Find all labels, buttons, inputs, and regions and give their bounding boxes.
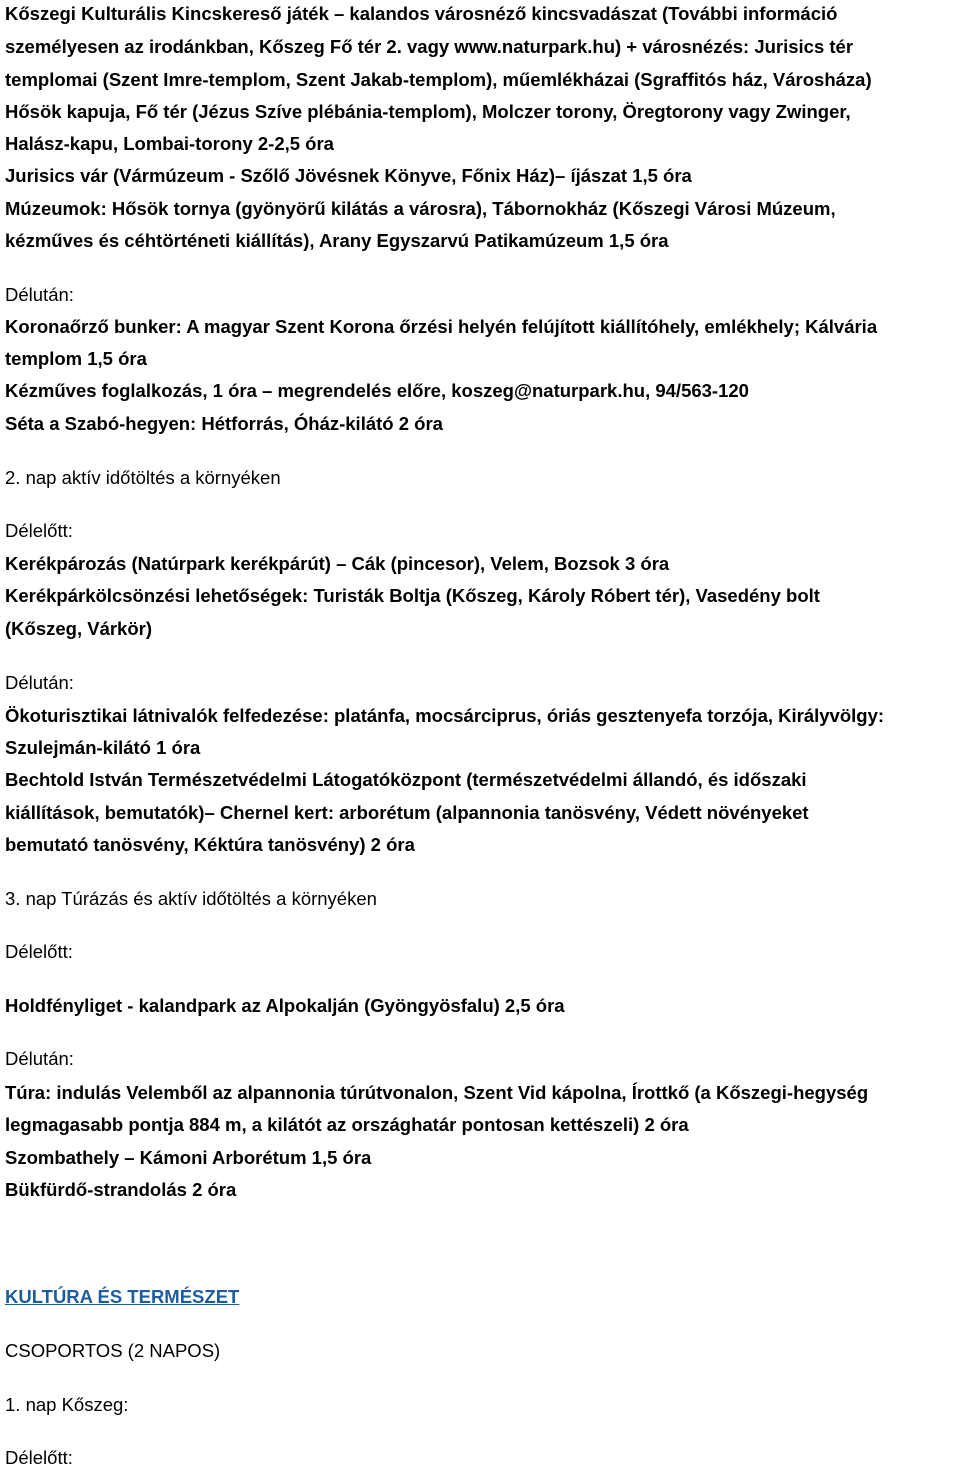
text-line: bemutató tanösvény, Kéktúra tanösvény) 2 óra xyxy=(5,834,415,855)
section-label-afternoon: Délután: xyxy=(5,284,74,305)
section-label-afternoon: Délután: xyxy=(5,672,74,693)
text-line: Ökoturisztikai látnivalók felfedezése: platánfa, mocsárciprus, óriás gesztenyefa torzója, Királyvölgy: xyxy=(5,705,885,726)
text-line: Múzeumok: Hősök tornya (gyönyörű kilátás a városra), Tábornokház (Kőszegi Városi Múzeum, xyxy=(5,198,836,219)
text-line: Kerékpárkölcsönzési lehetőségek: Turisták Boltja (Kőszeg, Károly Róbert tér), Vasedény bolt xyxy=(5,585,820,606)
text-line: Kézműves foglalkozás, 1 óra – megrendelés előre, koszeg@naturpark.hu, 94/563-120 xyxy=(5,380,749,401)
text-line: Hősök kapuja, Fő tér (Jézus Szíve plébánia-templom), Molczer torony, Öregtorony vagy Zwinger, xyxy=(5,101,851,122)
text-line: templomai (Szent Imre-templom, Szent Jakab-templom), műemlékházai (Sgraffitós ház, Városháza) xyxy=(5,69,872,90)
day-heading: 2. nap aktív időtöltés a környéken xyxy=(5,467,281,488)
section-label-afternoon: Délután: xyxy=(5,1048,74,1069)
text-line: Holdfényliget - kalandpark az Alpokalján (Gyöngyösfalu) 2,5 óra xyxy=(5,995,565,1016)
text-line: kiállítások, bemutatók)– Chernel kert: arborétum (alpannonia tanösvény, Védett növényeket xyxy=(5,802,809,823)
text-line: Bükfürdő-strandolás 2 óra xyxy=(5,1179,237,1200)
text-line: Jurisics vár (Vármúzeum - Szőlő Jövésnek Könyve, Főnix Ház)– íjászat 1,5 óra xyxy=(5,165,692,186)
text-line: Szulejmán-kilátó 1 óra xyxy=(5,737,201,758)
text-line: Koronaőrző bunker: A magyar Szent Korona őrzési helyén felújított kiállítóhely, emlékhely; Kálvária xyxy=(5,316,878,337)
text-line: Kőszegi Kulturális Kincskereső játék – kalandos városnéző kincsvadászat (További információ xyxy=(5,3,838,24)
day-heading: 3. nap Túrázás és aktív időtöltés a környéken xyxy=(5,888,377,909)
text-line: Bechtold István Természetvédelmi Látogatóközpont (természetvédelmi állandó, és időszaki xyxy=(5,769,807,790)
text-line: templom 1,5 óra xyxy=(5,348,147,369)
text-line: Séta a Szabó-hegyen: Hétforrás, Óház-kilátó 2 óra xyxy=(5,413,443,434)
section-label-morning: Délelőtt: xyxy=(5,941,73,962)
section-label-morning: Délelőtt: xyxy=(5,520,73,541)
text-line: személyesen az irodánkban, Kőszeg Fő tér 2. vagy www.naturpark.hu) + városnézés: Jurisics tér xyxy=(5,36,854,57)
day-heading: 1. nap Kőszeg: xyxy=(5,1394,129,1415)
text-line: Szombathely – Kámoni Arborétum 1,5 óra xyxy=(5,1147,372,1168)
section-label-morning: Délelőtt: xyxy=(5,1447,73,1468)
text-line: Halász-kapu, Lombai-torony 2-2,5 óra xyxy=(5,133,334,154)
group-heading: CSOPORTOS (2 NAPOS) xyxy=(5,1340,221,1361)
text-line: Túra: indulás Velemből az alpannonia túrútvonalon, Szent Vid kápolna, Írottkő (a Kőszegi-hegység xyxy=(5,1082,869,1103)
text-line: Kerékpározás (Natúrpark kerékpárút) – Cák (pincesor), Velem, Bozsok 3 óra xyxy=(5,553,670,574)
text-line: kézműves és céhtörténeti kiállítás), Arany Egyszarvú Patikamúzeum 1,5 óra xyxy=(5,230,669,251)
section-link-kultura-es-termeszet[interactable]: KULTÚRA ÉS TERMÉSZET xyxy=(5,1286,240,1307)
text-line: legmagasabb pontja 884 m, a kilátót az országhatár pontosan kettészeli) 2 óra xyxy=(5,1114,689,1135)
text-line: (Kőszeg, Várkör) xyxy=(5,618,153,639)
